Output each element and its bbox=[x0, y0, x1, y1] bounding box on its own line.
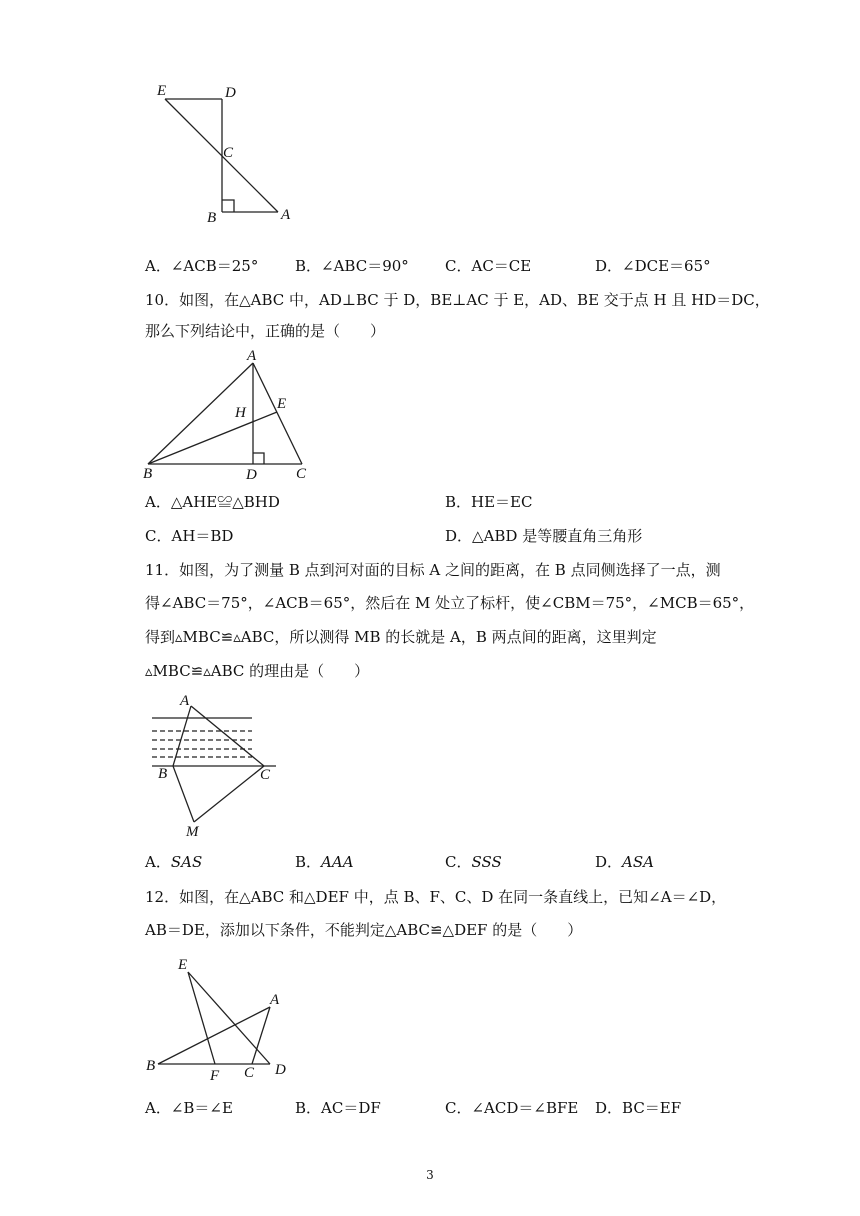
label-E: E bbox=[157, 83, 167, 99]
q11-stem-line-3: 得到▵MBC≌▵ABC，所以测得 MB 的长就是 A，B 两点间的距离，这里判定 bbox=[145, 628, 657, 646]
label-C: C bbox=[260, 767, 271, 783]
q9-option-b: B．∠ABC＝90° bbox=[295, 257, 409, 275]
label-A: A bbox=[281, 207, 291, 223]
q11-stem-line-4: ▵MBC≌▵ABC 的理由是（ ） bbox=[145, 662, 370, 680]
q12-option-b: B．AC＝DF bbox=[295, 1099, 381, 1117]
q11-option-c: C．SSS bbox=[445, 853, 502, 871]
label-D: D bbox=[275, 1062, 286, 1078]
label-E: E bbox=[178, 957, 188, 973]
label-F: F bbox=[210, 1068, 220, 1084]
q11-option-a: A．SAS bbox=[145, 853, 203, 871]
q11-stem-line-2: 得∠ABC＝75°，∠ACB＝65°，然后在 M 处立了标杆，使∠CBM＝75°，∠MCB＝65°， bbox=[145, 594, 755, 612]
q12-option-a: A．∠B＝∠E bbox=[145, 1099, 233, 1117]
q9-option-d: D．∠DCE＝65° bbox=[595, 257, 711, 275]
label-D: D bbox=[246, 467, 257, 483]
q9-option-c: C．AC＝CE bbox=[445, 257, 532, 275]
label-C: C bbox=[244, 1065, 255, 1081]
label-H: H bbox=[235, 405, 246, 421]
q10-stem-line-2: 那么下列结论中，正确的是（ ） bbox=[145, 322, 386, 340]
q12-option-d: D．BC＝EF bbox=[595, 1099, 682, 1117]
label-M: M bbox=[186, 824, 199, 840]
label-B: B bbox=[207, 210, 217, 226]
label-D: D bbox=[225, 85, 236, 101]
label-A: A bbox=[247, 348, 257, 364]
q10-option-a: A．△AHE≌△BHD bbox=[145, 493, 280, 511]
label-C: C bbox=[296, 466, 307, 482]
q10-option-b: B．HE＝EC bbox=[445, 493, 533, 511]
q9-option-a: A．∠ACB＝25° bbox=[145, 257, 259, 275]
label-B: B bbox=[146, 1058, 156, 1074]
label-A: A bbox=[270, 992, 280, 1008]
label-E: E bbox=[277, 396, 287, 412]
q11-option-d: D．ASA bbox=[595, 853, 654, 871]
label-B: B bbox=[158, 766, 168, 782]
q12-option-c: C．∠ACD＝∠BFE bbox=[445, 1099, 579, 1117]
q10-stem-line-1: 10．如图，在△ABC 中，AD⊥BC 于 D，BE⊥AC 于 E，AD、BE 交于点 H 且 HD＝DC， bbox=[145, 291, 770, 309]
label-A: A bbox=[180, 693, 190, 709]
q10-option-d: D．△ABD 是等腰直角三角形 bbox=[445, 527, 643, 545]
q12-stem-line-1: 12．如图，在△ABC 和△DEF 中，点 B、F、C、D 在同一条直线上，已知∠A＝∠D， bbox=[145, 888, 727, 906]
label-C: C bbox=[223, 145, 234, 161]
page-number: 3 bbox=[426, 1168, 434, 1182]
q11-stem-line-1: 11．如图，为了测量 B 点到河对面的目标 A 之间的距离，在 B 点同侧选择了一点，测 bbox=[145, 561, 721, 579]
label-B: B bbox=[143, 466, 153, 482]
q12-stem-line-2: AB＝DE，添加以下条件，不能判定△ABC≌△DEF 的是（ ） bbox=[145, 921, 583, 939]
q11-option-b: B．AAA bbox=[295, 853, 354, 871]
q10-option-c: C．AH＝BD bbox=[145, 527, 234, 545]
